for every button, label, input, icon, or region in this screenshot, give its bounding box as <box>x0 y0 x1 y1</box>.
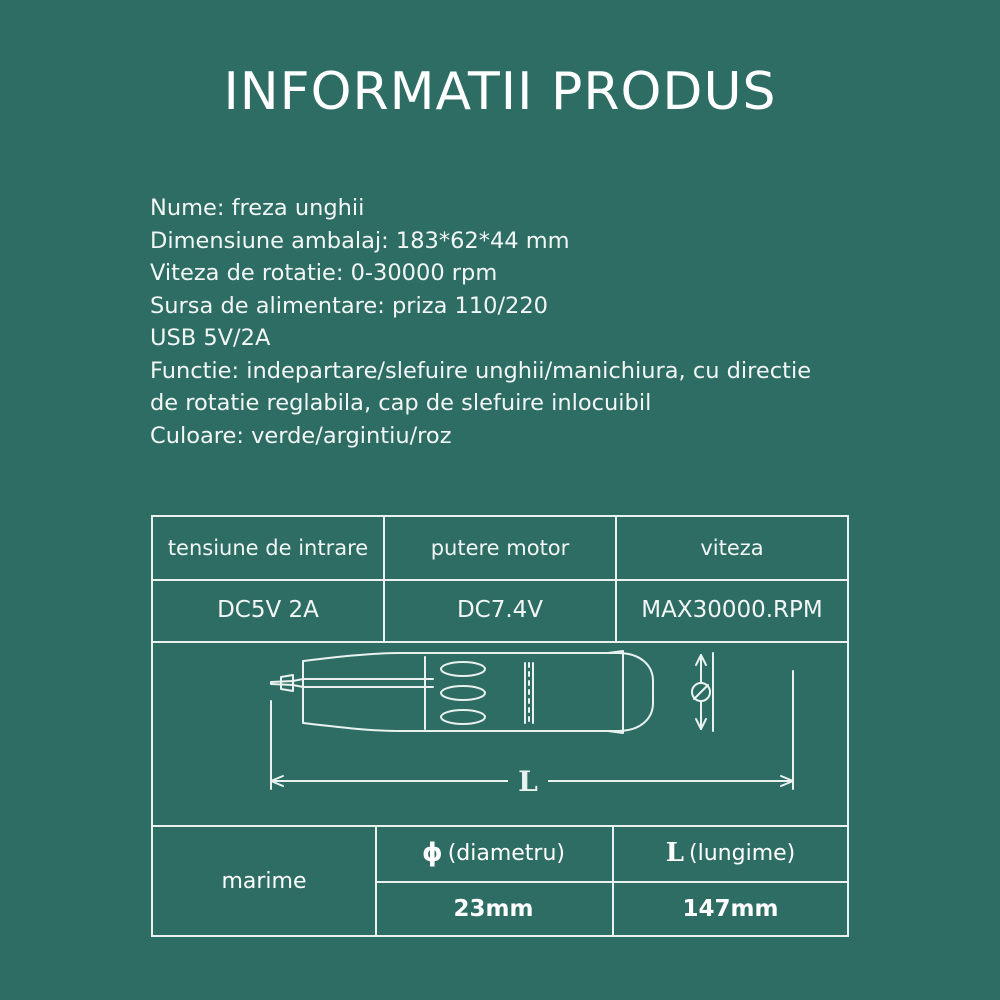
diameter-header-label: (diametru) <box>447 840 566 866</box>
size-label: marime <box>221 868 307 894</box>
length-symbol-icon: L <box>665 838 685 868</box>
product-diagram <box>153 641 847 825</box>
table-header-cell: viteza <box>615 517 847 579</box>
table-value-row <box>153 579 847 641</box>
spec-line: Dimensiune ambalaj: 183*62*44 mm <box>150 227 570 254</box>
spec-line: Nume: freza unghii <box>150 195 365 221</box>
size-table <box>153 825 847 937</box>
diameter-header <box>375 825 612 881</box>
spec-line: Sursa de alimentare: priza 110/220 <box>150 292 548 319</box>
spec-table <box>151 515 849 937</box>
table-header-row <box>153 517 847 579</box>
table-value-cell: DC5V 2A <box>217 597 319 623</box>
spec-line: Viteza de rotatie: 0-30000 rpm <box>150 260 498 286</box>
spec-line: Functie: indepartare/slefuire unghii/manichiura, cu directie <box>150 357 812 384</box>
svg-text:L: L <box>518 765 538 798</box>
page-title: INFORMATII PRODUS <box>223 62 777 122</box>
specs-list <box>150 192 870 452</box>
table-header-cell: putere motor <box>383 517 615 579</box>
table-value-cell: MAX30000.RPM <box>615 579 847 641</box>
length-value: 147mm <box>682 896 779 922</box>
diameter-value: 23mm <box>453 896 534 922</box>
length-header <box>612 825 849 881</box>
spec-line: Culoare: verde/argintiu/roz <box>150 422 452 449</box>
spec-line: USB 5V/2A <box>150 325 271 351</box>
phi-symbol-icon: ϕ <box>421 838 443 868</box>
table-header-cell: tensiune de intrare <box>167 536 369 560</box>
spec-line: de rotatie reglabila, cap de slefuire inlocuibil <box>150 390 652 416</box>
length-header-label: (lungime) <box>689 840 796 866</box>
table-value-cell: DC7.4V <box>383 579 615 641</box>
